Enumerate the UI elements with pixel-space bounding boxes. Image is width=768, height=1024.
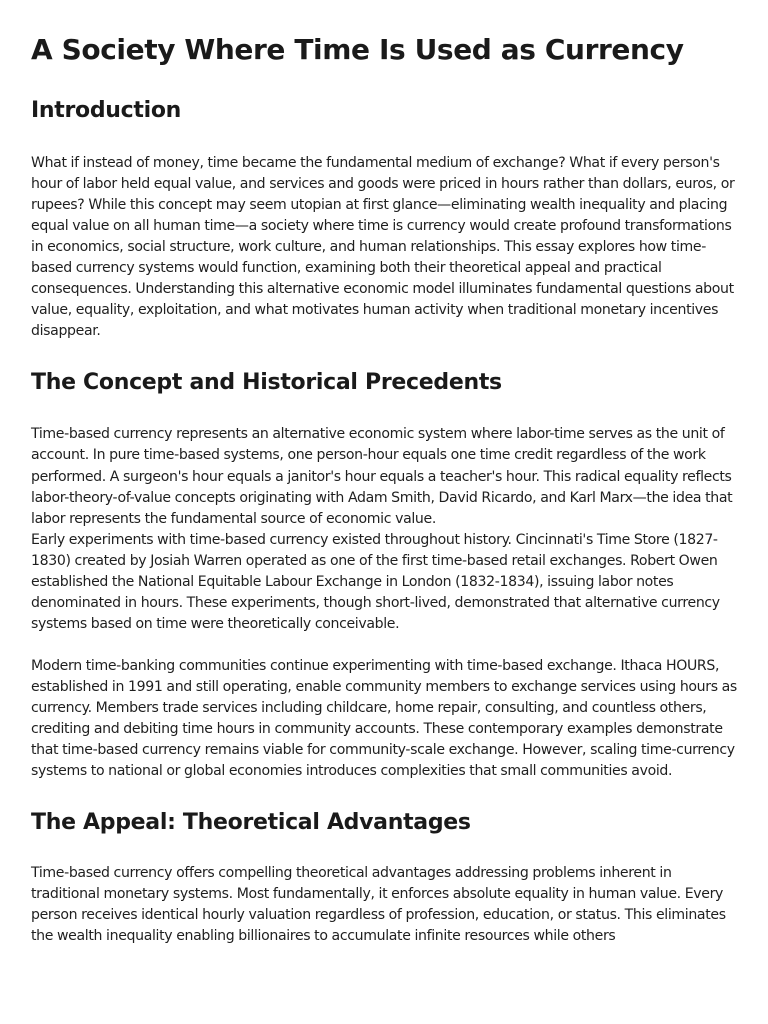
paragraph: Time-based currency offers compelling theoretical advantages addressing problems inherent in traditional monetary systems. Most fundamentally, it enforces absolute equality in human value. Every person receives identical hourly valuation regardless of profession, education, or status. This eliminates the wealth inequality enabling billionaires to accumulate infinite resources while others bbox=[31, 865, 726, 945]
section-heading-appeal: The Appeal: Theoretical Advantages bbox=[31, 810, 471, 836]
section-heading-introduction: Introduction bbox=[31, 98, 182, 123]
document-title: A Society Where Time Is Used as Currency bbox=[31, 33, 684, 66]
section-introduction bbox=[31, 96, 738, 342]
paragraph: Modern time-banking communities continue experimenting with time-based exchange. Ithaca HOURS, established in 1991 and still operating, enable community members to exchange services using hours as currency. Members trade services including childcare, home repair, consulting, and countless others, crediting and debiting time hours in community accounts. These contemporary examples demonstrate that time-based currency remains viable for community-scale exchange. However, scaling time-currency systems to national or global economies introduces complexities that small communities avoid. bbox=[31, 657, 737, 780]
paragraph: Time-based currency represents an alternative economic system where labor-time serves as the unit of account. In pure time-based systems, one person-hour equals one time credit regardless of the work performed. A surgeon's hour equals a janitor's hour equals a teacher's hour. This radical equality reflects labor-theory-of-value concepts originating with Adam Smith, David Ricardo, and Karl Marx—the idea that labor represents the fundamental source of economic value. bbox=[31, 426, 733, 527]
paragraph: What if instead of money, time became the fundamental medium of exchange? What if every person's hour of labor held equal value, and services and goods were priced in hours rather than dollars, euros, or rupees? While this concept may seem utopian at first glance—eliminating wealth inequality and placing equal value on all human time—a society where time is currency would create profound transformations in economics, social structure, work culture, and human relationships. This essay explores how time-based currency systems would function, examining both their theoretical appeal and practical consequences. Understanding this alternative economic model illuminates fundamental questions about value, equality, exploitation, and what motivates human activity when traditional monetary incentives disappear. bbox=[31, 155, 735, 340]
section-concept-and-historical-precedents bbox=[31, 368, 738, 782]
section-the-appeal bbox=[31, 808, 738, 947]
paragraph: Early experiments with time-based currency existed throughout history. Cincinnati's Time Store (1827-1830) created by Josiah Warren operated as one of the first time-based retail exchanges. Robert Owen established the National Equitable Labour Exchange in London (1832-1834), issuing labor notes denominated in hours. These experiments, though short-lived, demonstrated that alternative currency systems based on time were theoretically conceivable. bbox=[31, 531, 720, 632]
section-heading-concept: The Concept and Historical Precedents bbox=[31, 370, 502, 396]
